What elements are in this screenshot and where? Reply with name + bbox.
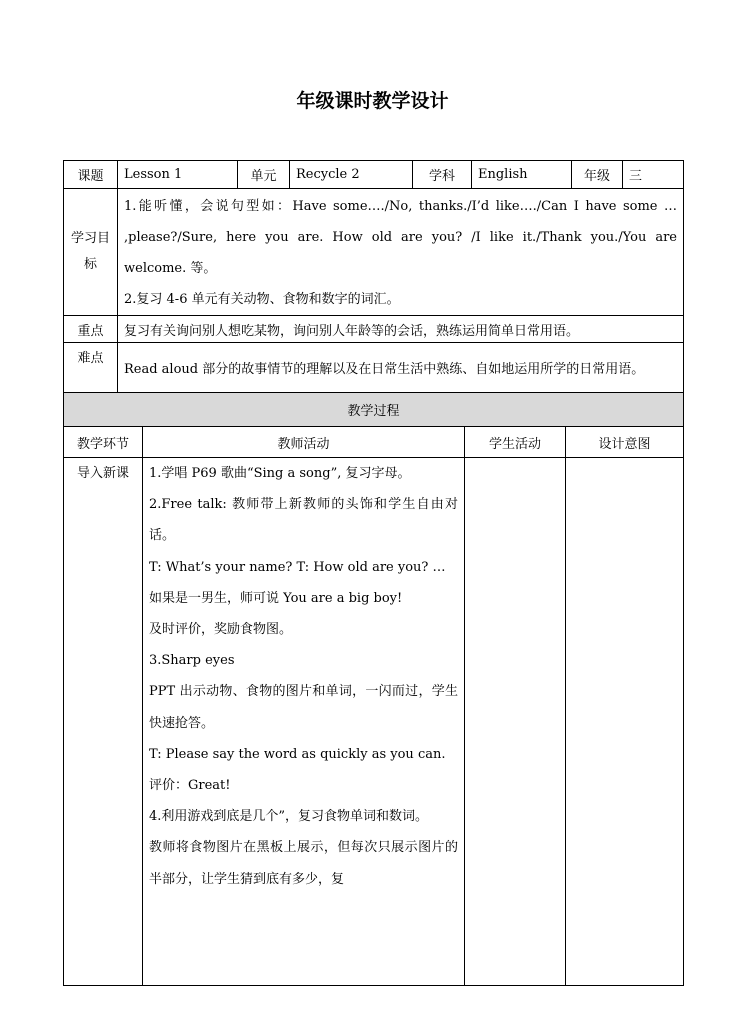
goals-row bbox=[64, 189, 684, 316]
section-row bbox=[64, 393, 684, 427]
col-stage-header: 教学环节 bbox=[64, 427, 143, 458]
unit-value: Recycle 2 bbox=[290, 161, 413, 189]
topic-label: 课题 bbox=[64, 161, 118, 189]
teacher-activity-cell bbox=[143, 458, 465, 986]
grade-label: 年级 bbox=[572, 161, 623, 189]
process-table bbox=[63, 392, 684, 986]
goals-line-1: 1.能听懂，会说句型如：Have some…./No, thanks./I’d like…./Can I have some … ,please?/Sure, here you are. How old are you? /I like it./Thank you./You are welcome. 等。 bbox=[124, 199, 677, 276]
topic-value: Lesson 1 bbox=[118, 161, 238, 189]
teacher-line: T: Please say the word as quickly as you can. bbox=[149, 746, 446, 762]
teacher-line: PPT 出示动物、食物的图片和单词，一闪而过，学生快速抢答。 bbox=[149, 684, 458, 731]
teacher-line: T: What’s your name? T: How old are you? … bbox=[149, 559, 446, 575]
process-body-row bbox=[64, 458, 684, 986]
unit-label: 单元 bbox=[238, 161, 290, 189]
goals-label: 学习目标 bbox=[64, 189, 118, 316]
difficult-points-row bbox=[64, 343, 684, 398]
teacher-line: 2.Free talk: 教师带上新教师的头饰和学生自由对话。 bbox=[149, 497, 458, 544]
col-teacher-header: 教师活动 bbox=[143, 427, 465, 458]
section-title: 教学过程 bbox=[64, 393, 684, 427]
difficult-points-label: 难点 bbox=[64, 343, 118, 398]
teacher-line: 如果是一男生，师可说 You are a big boy! bbox=[149, 590, 403, 606]
info-row bbox=[64, 161, 684, 189]
teacher-line: 评价：Great! bbox=[149, 778, 231, 794]
key-points-text: 复习有关询问别人想吃某物，询问别人年龄等的会话，熟练运用简单日常用语。 bbox=[118, 316, 684, 343]
teacher-line: 教师将食物图片在黑板上展示，但每次只展示图片的半部分，让学生猜到底有多少，复 bbox=[149, 840, 458, 887]
teacher-line: 1.学唱 P69 歌曲“Sing a song”, 复习字母。 bbox=[149, 466, 411, 481]
subject-label: 学科 bbox=[413, 161, 472, 189]
col-design-header: 设计意图 bbox=[566, 427, 684, 458]
stage-name: 导入新课 bbox=[64, 458, 143, 986]
teacher-line: 3.Sharp eyes bbox=[149, 653, 235, 669]
col-student-header: 学生活动 bbox=[465, 427, 566, 458]
page-title: 年级课时教学设计 bbox=[296, 90, 449, 112]
key-points-label: 重点 bbox=[64, 316, 118, 343]
difficult-points-text: Read aloud 部分的故事情节的理解以及在日常生活中熟练、自如地运用所学的日常用语。 bbox=[118, 343, 684, 398]
design-intent-cell bbox=[566, 458, 684, 986]
lesson-info-table bbox=[63, 160, 684, 398]
key-points-row bbox=[64, 316, 684, 343]
header-row bbox=[64, 427, 684, 458]
subject-value: English bbox=[472, 161, 572, 189]
grade-value: 三 bbox=[623, 161, 684, 189]
student-activity-cell bbox=[465, 458, 566, 986]
goals-line-2: 2.复习 4-6 单元有关动物、食物和数字的词汇。 bbox=[124, 292, 400, 307]
teacher-line: 及时评价，奖励食物图。 bbox=[149, 622, 293, 638]
teacher-line: 4.利用游戏到底是几个”，复习食物单词和数词。 bbox=[149, 809, 429, 825]
